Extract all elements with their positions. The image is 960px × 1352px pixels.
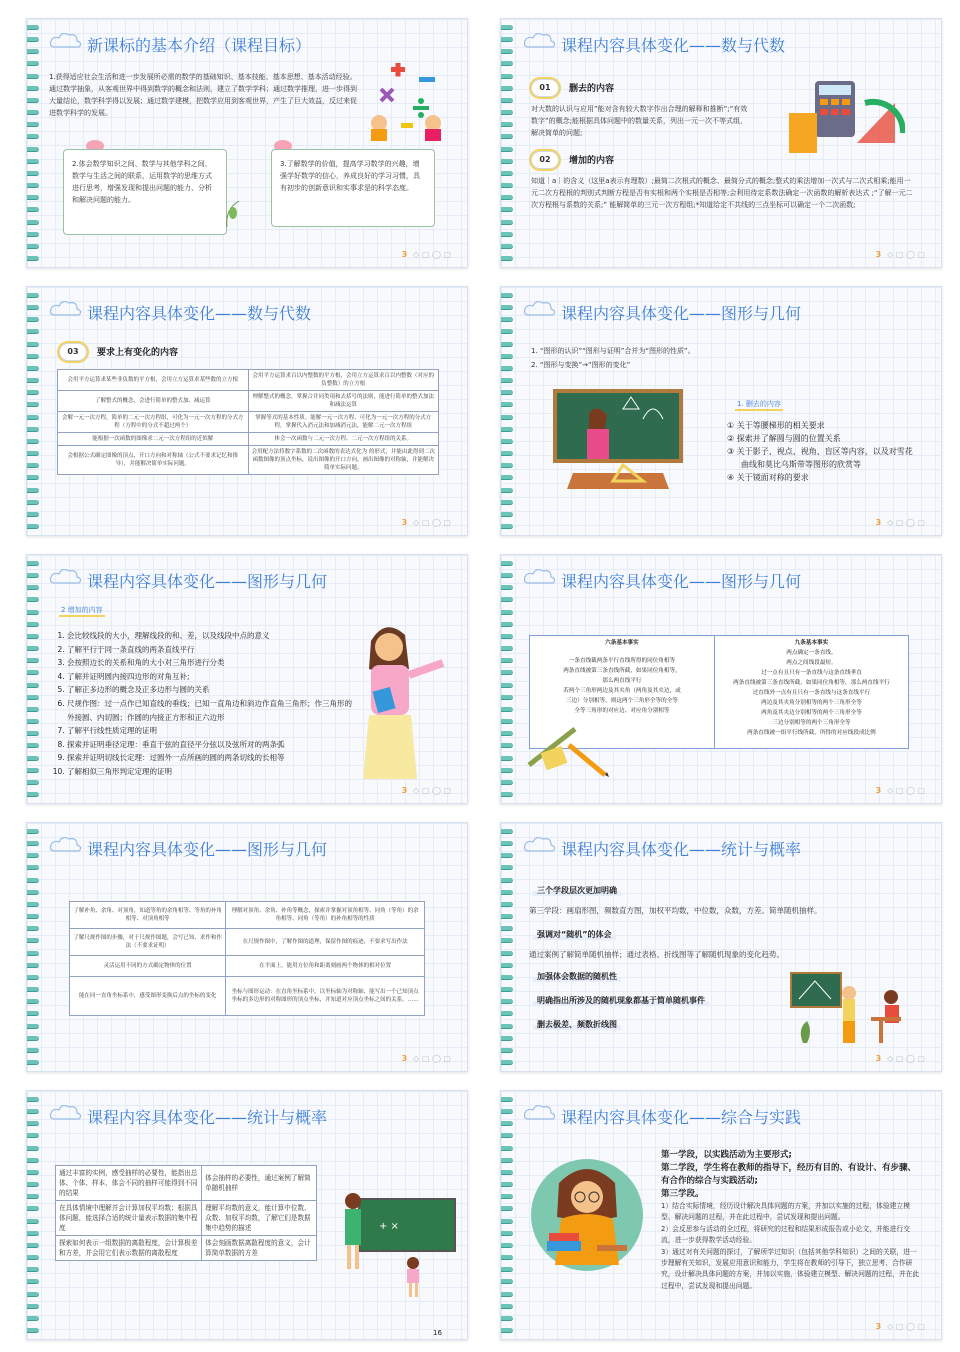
page-number: 16 [433, 1329, 442, 1337]
table-cell: 会根据公式确定图像的顶点、开口方向和对称轴（公式不要求记忆和推导），并能解决简单实际问题。 [58, 446, 249, 475]
fact-line: 那么两直线平行 [602, 678, 642, 684]
intro-text: 1.获得适应社会生活和进一步发展所必需的数学的基础知识、基本技能、基本思想、基本活动经验。通过数学抽象，从客观世界中得到数学的概念和法则，建立了数学学科；通过数学推理，进一步得到大量结论，数学科学得以发展；通过数学建模，把数学应用到客观世界，产生了巨大效益，反过来促进数学科学的发展。 [49, 73, 357, 117]
fact-line: 一条直线截两条平行直线所得的同位角相等 [568, 658, 676, 664]
table-row [70, 956, 425, 977]
slide-6[interactable] [500, 554, 942, 804]
slide-title: 课程内容具体变化——统计与概率 [561, 840, 802, 859]
table-cell: 在具体情境中理解并会计算加权平均数；根据具体问题，能选择合适的统计量表示数据的集中程度 [56, 1201, 202, 1236]
table-row [70, 902, 425, 929]
page-indicator: 3 [875, 1322, 882, 1331]
practice-content [661, 1149, 923, 1292]
spiral-binding [500, 561, 513, 797]
table-cell: 体会刻画数据离散程度的意义，会计算简单数据的方差 [202, 1236, 317, 1261]
cloud-icon [49, 567, 83, 587]
table-row [58, 391, 439, 412]
slide-title: 课程内容具体变化——综合与实践 [561, 1108, 802, 1127]
slide-title: 新课标的基本介绍（课程目标） [87, 36, 312, 55]
slide-footer [876, 1054, 925, 1063]
column-header: 九条基本事实 [794, 640, 829, 646]
table-cell: 能根据一次函数的图像求二元一次方程组的近似解 [58, 433, 249, 446]
section-heading: 增加的内容 [569, 156, 615, 166]
decor-doodle-icon: ◇ ▢ ◯ ▢ [887, 250, 925, 259]
page-indicator: 3 [875, 786, 882, 795]
table-cell: 体会抽样的必要性，通过案例了解简单随机抽样 [202, 1166, 317, 1201]
deleted-list [727, 419, 917, 484]
page-indicator: 3 [875, 518, 882, 527]
slide-title: 课程内容具体变化——统计与概率 [87, 1108, 328, 1127]
list-item: ① 关于等腰梯形的相关要求 [727, 421, 825, 430]
goal-card-right: 3.了解数学的价值，提高学习数学的兴趣，增强学好数学的信心，养成良好的学习习惯，具有初步的创新意识和实事求是的科学态度。 [271, 149, 435, 227]
table-cell: 会用平方运算求百以内整数的平方根，会用立方运算求百以内整数（对应的负整数）的立方根 [248, 370, 439, 391]
spiral-binding [26, 829, 39, 1065]
decor-doodle-icon: ◇ ▢ ◯ ▢ [413, 518, 451, 527]
page-indicator: 3 [875, 1054, 882, 1063]
fact-line: 三边分别相等的两个三角形全等 [772, 720, 851, 726]
spiral-binding [26, 25, 39, 261]
leaf-icon [223, 199, 243, 229]
slide-title: 课程内容具体变化——图形与几何 [87, 572, 328, 591]
cloud-icon [523, 567, 557, 587]
classroom-illustration [787, 969, 923, 1051]
table-cell: 会用配方法将数字系数的二次函数的表达式化为 的形式，并能由此得到二次函数图像的顶点坐标，说出图像的开口方向，画出图像的对称轴，并能解决简单实际问题。 [248, 446, 439, 475]
table-row [70, 929, 425, 956]
section-text: 通过案例了解简单随机抽样；通过表格、折线图等了解随机现象的变化趋势。 [529, 950, 784, 959]
fact-line: 三边）分别相等，则这两个三角形全等的全等 [566, 698, 678, 704]
fact-line: 过直线外一点有且只有一条直线与这条直线平行 [752, 690, 871, 696]
table-row [58, 370, 439, 391]
stage-three-point: 1）结合实际情境，经历设计解决具体问题的方案，并加以实施的过程，体验建立模型、解决问题的过程，并在此过程中，尝试发现和提出问题。 [661, 1202, 911, 1222]
statistics-change-table [55, 1165, 317, 1261]
deleted-content-text: 对大数的认识与应用”能对含有较大数字作出合理的解释和推断”;“有效数字”的概念;能根据具体问题中的数量关系，列出一元一次不等式组，解决简单的问题; [531, 105, 748, 137]
stage-three-point: 2）会反思参与活动的全过程，将研究的过程和结果形成报告或小论文，并能进行交流，进一步获得数学活动经验。 [661, 1224, 911, 1245]
cloud-icon [523, 835, 557, 855]
spiral-binding [500, 829, 513, 1065]
cloud-icon [523, 1103, 557, 1123]
slide-9[interactable] [26, 1090, 468, 1340]
slide-footer [876, 250, 925, 259]
section-badge: 01 [531, 79, 559, 97]
fact-line: 两条直线被第三条直线所截，如果同位角相等，那么两直线平行 [733, 680, 890, 686]
section-heading: 三个学段层次更加明确 [533, 885, 621, 896]
slide-5[interactable] [26, 554, 468, 804]
slide-footer [876, 518, 925, 527]
list-item: ④ 关于镜面对称的要求 [727, 473, 809, 482]
slide-footer [402, 1054, 451, 1063]
fact-line: 两角及其夹边分别相等的两个三角形全等 [761, 710, 862, 716]
table-cell: 理解对顶角、余角、补角等概念，探索并掌握对顶角相等、同角（等角）的余角相等、同角（等角）的补角相等的性质 [226, 902, 425, 929]
slide-footer [876, 1322, 925, 1331]
slide-4[interactable] [500, 286, 942, 536]
section-heading: 删去的内容 [569, 84, 615, 94]
list-item: 1. 会比较线段的大小，理解线段的和、差，以及线段中点的意义 [67, 629, 357, 643]
decor-doodle-icon: ◇ ▢ ◯ ▢ [887, 1054, 925, 1063]
slide-footer [402, 786, 451, 795]
math-symbols-illustration [361, 63, 451, 143]
spiral-binding [500, 25, 513, 261]
table-cell: 体会一次函数与二元一次方程、二元一次方程组的关系。 [248, 433, 439, 446]
spiral-binding [500, 293, 513, 529]
fact-line: 两条直线被第三条直线所截，如果同位角相等， [563, 668, 681, 674]
cloud-icon [523, 31, 557, 51]
cloud-icon [49, 31, 83, 51]
table-cell: 通过丰富的实例，感受抽样的必要性，能指出总体、个体、样本，体会不同的抽样可能得到不同的结果 [56, 1166, 202, 1201]
merge-line: 1. “图形的认识”“图形与证明”合并为“图形的性质”。 [531, 347, 695, 355]
table-cell: 理解整式的概念，掌握合并同类项和去括号的法则，能进行简单的整式加法和减法运算 [248, 391, 439, 412]
decor-doodle-icon: ◇ ▢ ◯ ▢ [887, 1322, 925, 1331]
section-text: 第三学段：画扇形图，频数直方图，加权平均数，中位数，众数，方差。简单随机抽样。 [529, 906, 822, 915]
stage-three-point: 3）通过对有关问题的探讨，了解所学过知识（包括其他学科知识）之间的关联，进一步理解有关知识，发展应用意识和能力，学生将在教师的引导下，独立思考、合作研究，设计解决具体问题的方案，并加以实施，体验建立模型、解决问题的过程，并在此过程中，尝试发现和提出问题。 [661, 1247, 920, 1290]
decor-doodle-icon: ◇ ▢ ◯ ▢ [887, 518, 925, 527]
change-table [57, 369, 439, 475]
slide-title: 课程内容具体变化——数与代数 [561, 36, 786, 55]
section-heading: 删去极差、频数折线图 [533, 1019, 621, 1030]
transform-line: 2. “图形与变换”→“图形的变化” [531, 361, 631, 369]
fact-line: 过一点有且只有一条直线与这条直线垂直 [761, 670, 862, 676]
table-row [56, 1166, 317, 1201]
fact-line: 两边及其夹角分别相等的两个三角形全等 [761, 700, 862, 706]
table-row [56, 1236, 317, 1261]
slide-7[interactable] [26, 822, 468, 1072]
slide-title: 课程内容具体变化——数与代数 [87, 304, 312, 323]
table-row [58, 446, 439, 475]
teacher-illustration [345, 619, 457, 791]
page-indicator: 3 [875, 250, 882, 259]
decor-doodle-icon: ◇ ▢ ◯ ▢ [413, 786, 451, 795]
slide-title: 课程内容具体变化——图形与几何 [87, 840, 328, 859]
column-header: 六条基本事实 [605, 640, 639, 646]
list-item: 3. 会按照边长的关系和角的大小对三角形进行分类 [67, 656, 357, 670]
section-heading: 强调对“随机”的体会 [533, 929, 616, 940]
added-list [55, 629, 357, 779]
fact-line: 两点确定一条直线。 [786, 650, 837, 656]
table-cell: 会解一元一次方程，简单的二元一次方程组，可化为一元一次方程的分式方程（方程中的分式不超过两个） [58, 412, 249, 433]
table-cell: 会用平方运算求某些非负数的平方根，会用立方运算求某些数的立方根 [58, 370, 249, 391]
pencil-ruler-illustration [525, 725, 611, 777]
spiral-binding [26, 1097, 39, 1333]
fact-line: 两点之间线段最短。 [786, 660, 837, 666]
table-cell: 了解尺规作图的步骤，对于尺规作图题，会写已知、求作和作法（不要求证明） [70, 929, 226, 956]
teacher-student-illustration [329, 1181, 459, 1301]
deleted-tag: 1. 删去的内容 [735, 399, 783, 411]
table-cell: 在平面上，能用方位角和距离刻画两个物体的相对位置 [226, 956, 425, 977]
list-item: ② 探索并了解圆与圆的位置关系 [727, 434, 841, 443]
teacher-blackboard-illustration [553, 389, 685, 505]
slide-footer [402, 250, 451, 259]
goal-card-left: 2.体会数学知识之间、数学与其他学科之间、数学与生活之间的联系，运用数学的思维方式进行思考，增强发现和提出问题的能力、分析和解决问题的能力。 [63, 149, 227, 235]
table-cell: 坐标与图形运动：在直角坐标系中，以坐标轴为对称轴，能写出一个已知顶点坐标的多边形的对称图形的顶点坐标，并知道对应顶点坐标之间的关系。…… [226, 977, 425, 1016]
list-item: 6. 尺规作图：过一点作已知直线的垂线；已知一直角边和斜边作直角三角形；作三角形的外接圆、内切圆；作圆的内接正方形和正六边形 [67, 697, 357, 724]
page-indicator: 3 [401, 1054, 408, 1063]
page-indicator: 3 [401, 250, 408, 259]
list-item: 5. 了解正多边形的概念及正多边形与圆的关系 [67, 683, 357, 697]
slide-1[interactable] [26, 18, 468, 268]
cloud-icon [49, 835, 83, 855]
fact-line: 全等三角形的对应边、对应角分别相等 [574, 708, 670, 714]
list-item: 2. 了解平行于同一条直线的两条直线平行 [67, 643, 357, 657]
table-row [58, 412, 439, 433]
added-content-text: 知道｜a｜的含义（这里a表示有理数）;最简二次根式的概念、最简分式的概念;整式的乘法增加一次式与二次式相乘;能用一元二次方程根的判别式判断方程是否有实根和两个实根是否相等;会利用待定系数法确定一次函数的解析表达式 ;“了解一元二次方程根与系数的关系;” 能解简单的三元一次方程组;*知道给定不共线的三点坐标可以确定一个二次函数; [531, 177, 913, 209]
decor-doodle-icon: ◇ ▢ ◯ ▢ [413, 1054, 451, 1063]
cloud-icon [49, 1103, 83, 1123]
table-row [70, 977, 425, 1016]
svg-text:+ ×: + × [379, 1221, 399, 1232]
list-item: 8. 探索并证明垂径定理：垂直于弦的直径平分弦以及弦所对的两条弧 [67, 738, 357, 752]
decor-doodle-icon: ◇ ▢ ◯ ▢ [413, 250, 451, 259]
geometry-change-table [69, 901, 425, 1016]
slide-footer [402, 518, 451, 527]
table-cell: 能在同一直角坐标系中，感受图形变换后点的坐标的变化 [70, 977, 226, 1016]
page-indicator: 3 [401, 786, 408, 795]
stage-three-heading: 第三学段。 [661, 1189, 704, 1199]
section-heading: 要求上有变化的内容 [97, 348, 179, 358]
slide-2[interactable] [500, 18, 942, 268]
fact-line: 两条直线被一组平行线所截，所得的对应线段成比例 [747, 730, 876, 736]
section-heading: 加强体会数据的随机性 [533, 971, 621, 982]
slide-footer [876, 786, 925, 795]
stage-two-heading: 第二学段，学生将在教师的指导下，经历有目的、有设计、有步骤、有合作的综合与实践活动; [661, 1163, 917, 1186]
slide-8[interactable] [500, 822, 942, 1072]
table-cell: 掌握等式的基本性质。能解一元一次方程、可化为一元一次方程的分式方程。掌握代入消元法和加减消元法，能解二元一次方程组 [248, 412, 439, 433]
list-item: 4. 了解并证明圆内接四边形的对角互补; [67, 670, 357, 684]
teacher-circle-illustration [527, 1155, 647, 1275]
added-tag: 2 增加的内容 [59, 605, 105, 617]
section-badge: 02 [531, 151, 559, 169]
nine-facts-column [715, 636, 908, 748]
table-row [56, 1201, 317, 1236]
list-item: 10. 了解相似三角形判定定理的证明 [67, 765, 357, 779]
table-cell: 探索如何表示一组数据的离散程度，会计算极差和方差，并会用它们表示数据的离散程度 [56, 1236, 202, 1261]
slide-title: 课程内容具体变化——图形与几何 [561, 304, 802, 323]
section-badge: 03 [59, 343, 87, 361]
spiral-binding [500, 1097, 513, 1333]
fact-line: 若两个三角形两边及其夹角（两角及其夹边，或 [563, 688, 681, 694]
table-cell: 了解整式的概念，会进行简单的整式加、减运算 [58, 391, 249, 412]
spiral-binding [26, 293, 39, 529]
table-cell: 在尺规作图中，了解作图的道理，保留作图的痕迹，不要求写出作法 [226, 929, 425, 956]
slide-title: 课程内容具体变化——图形与几何 [561, 572, 802, 591]
page-indicator: 3 [401, 518, 408, 527]
decor-doodle-icon: ◇ ▢ ◯ ▢ [887, 786, 925, 795]
table-cell: 理解平均数的意义，能计算中位数、众数、加权平均数，了解它们是数据集中趋势的描述 [202, 1201, 317, 1236]
stage-one-heading: 第一学段，以实践活动为主要形式; [661, 1150, 792, 1160]
cloud-icon [49, 299, 83, 319]
cloud-icon [523, 299, 557, 319]
list-item: 9. 探索并证明切线长定理：过圆外一点所画的圆的两条切线的长相等 [67, 751, 357, 765]
slide-3[interactable] [26, 286, 468, 536]
calculator-illustration [785, 73, 905, 159]
list-item: ③ 关于影子、视点、视角、盲区等内容，以及对雪花曲线和莫比乌斯带等图形的欣赏等 [727, 447, 913, 469]
table-row [58, 433, 439, 446]
list-item: 7. 了解平行线性质定理的证明 [67, 724, 357, 738]
section-heading: 明确指出所涉及的随机现象都基于简单随机事件 [533, 995, 709, 1006]
slide-10[interactable] [500, 1090, 942, 1340]
table-cell: 了解补角、余角、对顶角，知道等角的余角相等、等角的补角相等、对顶角相等 [70, 902, 226, 929]
spiral-binding [26, 561, 39, 797]
table-cell: 灵活运用不同的方式确定物体的位置 [70, 956, 226, 977]
